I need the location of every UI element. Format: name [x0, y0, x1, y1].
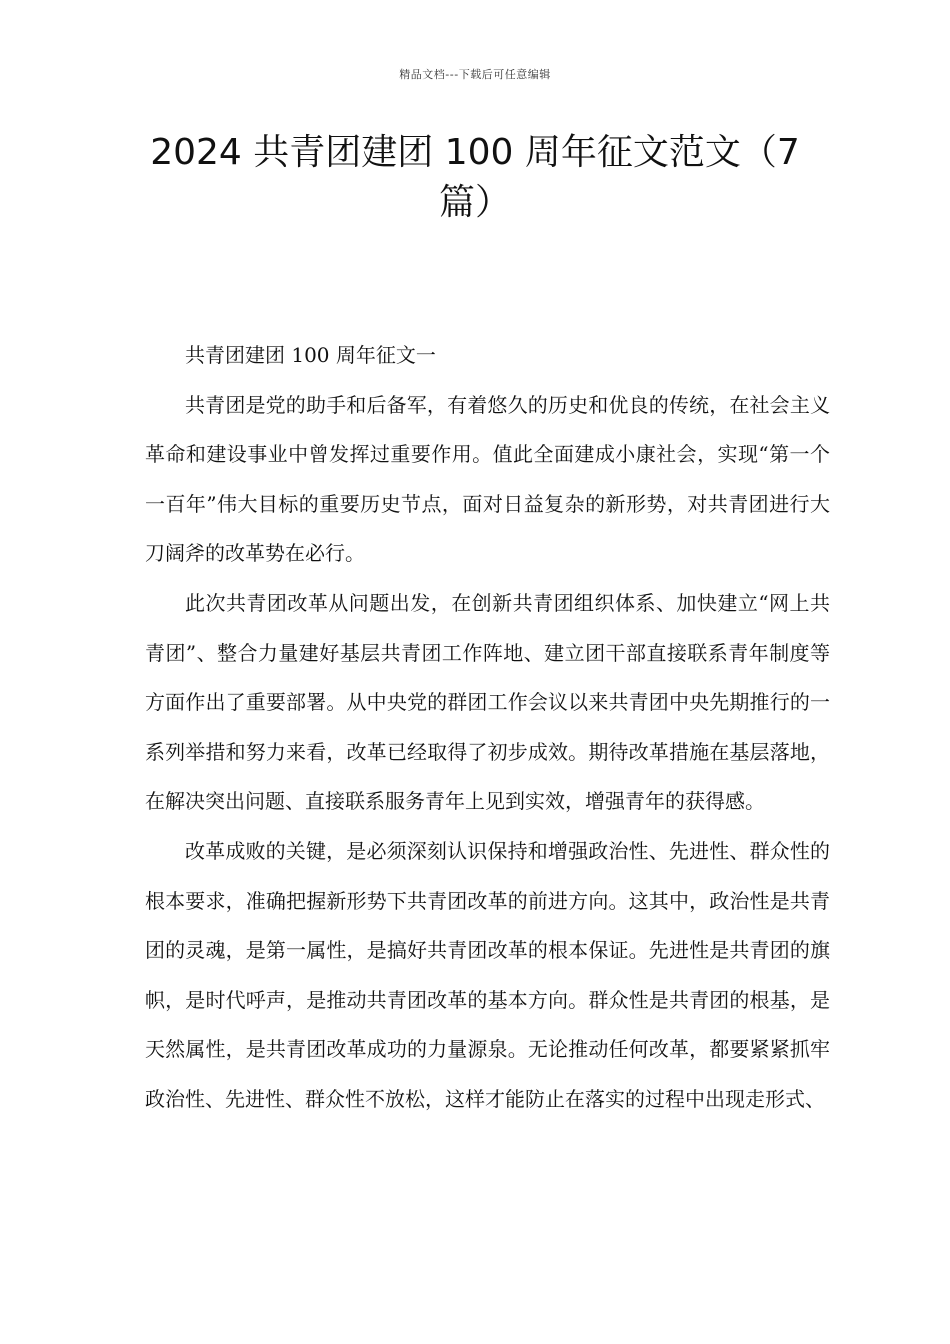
document-title: 2024 共青团建团 100 周年征文范文（7篇） — [150, 132, 800, 223]
section-heading: 共青团建团 100 周年征文一 — [185, 343, 436, 367]
paragraph-2: 此次共青团改革从问题出发，在创新共青团组织体系、加快建立“网上共青团”、整合力量建好基层共青团工作阵地、建立团干部直接联系青年制度等方面作出了重要部署。从中央党的群团工作会议以来共青团中央先期推行的一系列举措和努力来看，改革已经取得了初步成效。期待改革措施在基层落地，在解决突出问题、直接联系服务青年上见到实效，增强青年的获得感。 — [145, 590, 830, 814]
header-note: 精品文档---下载后可任意编辑 — [399, 68, 551, 81]
paragraph-1: 共青团是党的助手和后备军，有着悠久的历史和优良的传统，在社会主义革命和建设事业中曾发挥过重要作用。值此全面建成小康社会，实现“第一个一百年”伟大目标的重要历史节点，面对日益复杂的新形势，对共青团进行大刀阔斧的改革势在必行。 — [145, 392, 830, 566]
document-body — [145, 331, 830, 1125]
paragraph-3: 改革成败的关键，是必须深刻认识保持和增强政治性、先进性、群众性的根本要求，准确把握新形势下共青团改革的前进方向。这其中，政治性是共青团的灵魂，是第一属性，是搞好共青团改革的根本保证。先进性是共青团的旗帜，是时代呼声，是推动共青团改革的基本方向。群众性是共青团的根基，是天然属性，是共青团改革成功的力量源泉。无论推动任何改革，都要紧紧抓牢政治性、先进性、群众性不放松，这样才能防止在落实的过程中出现走形式、 — [145, 838, 830, 1111]
